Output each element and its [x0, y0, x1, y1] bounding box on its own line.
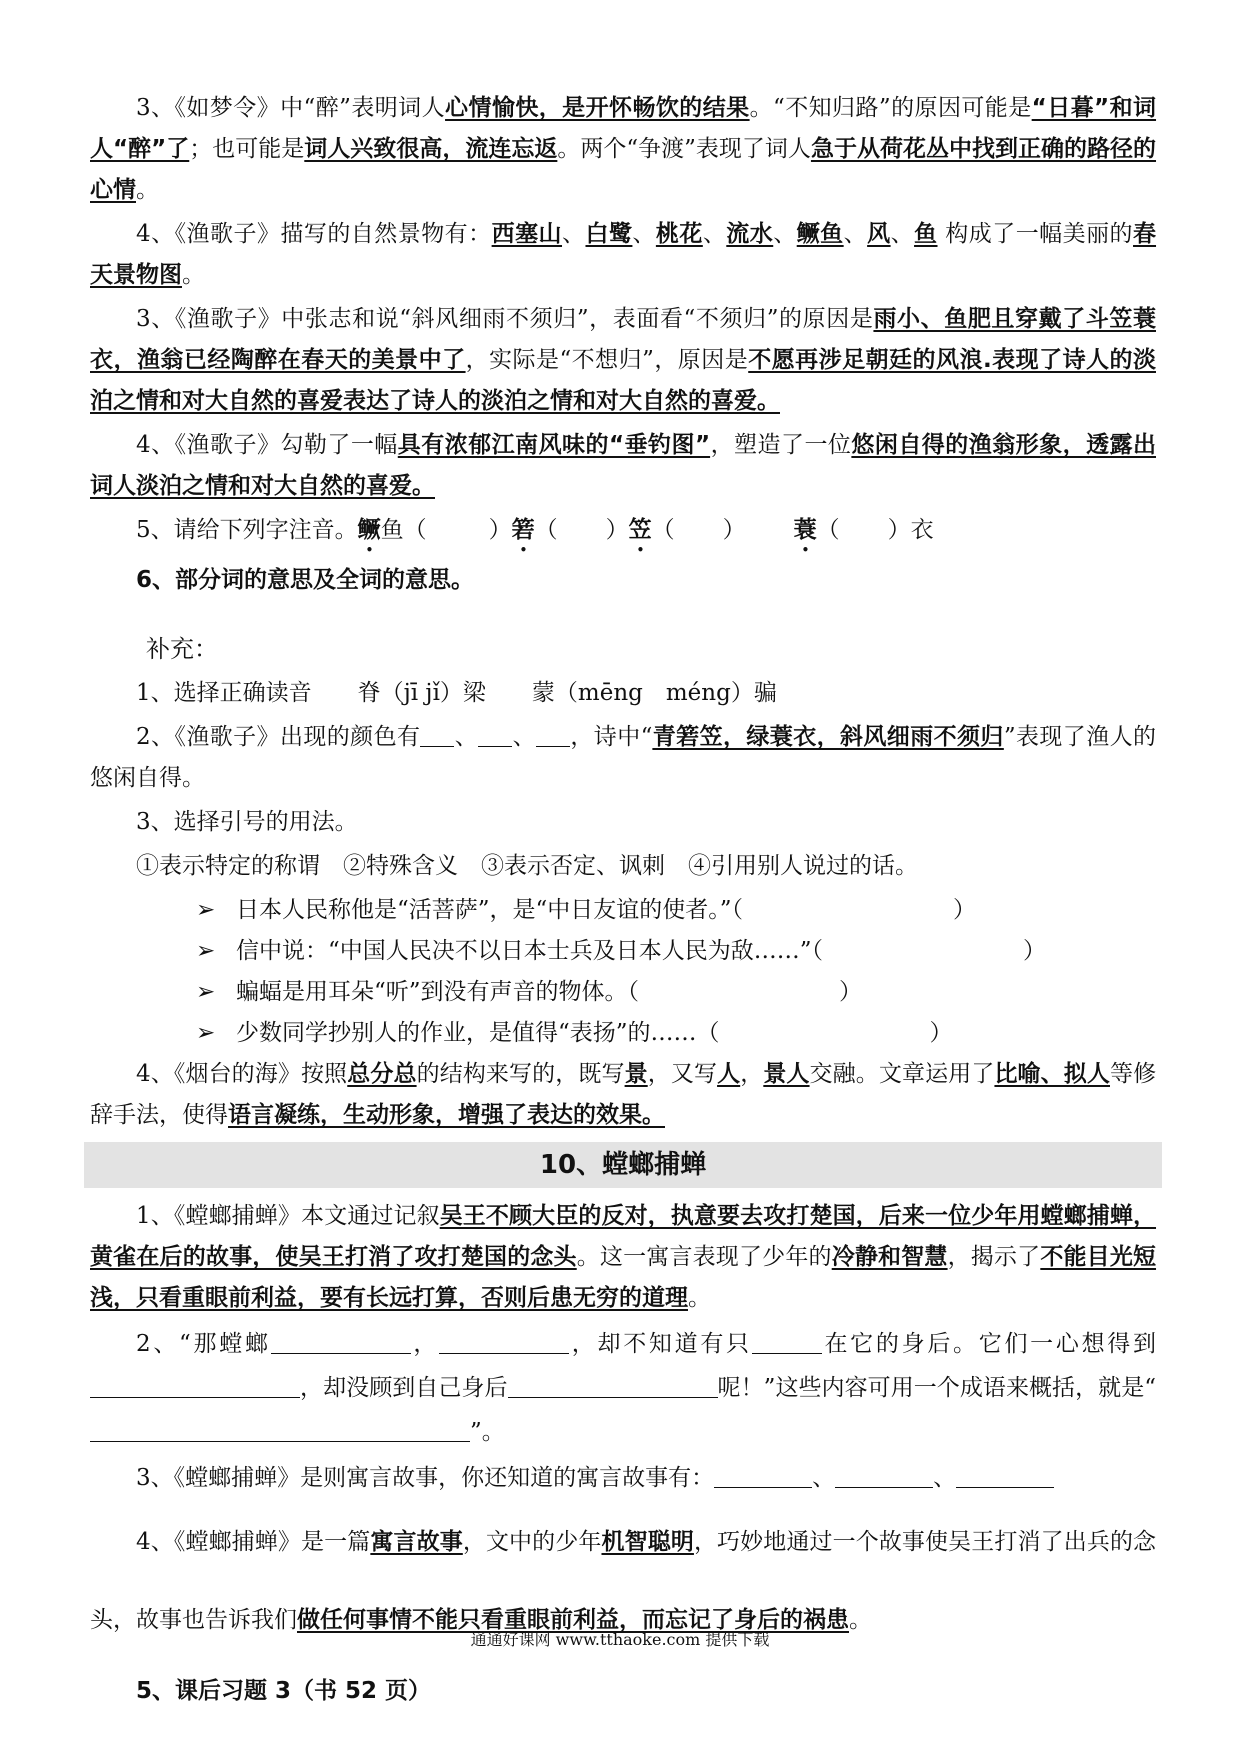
blank[interactable] — [835, 1465, 933, 1488]
text: 、 — [512, 724, 536, 750]
text: 4、《螳螂捕蝉》是一篇 — [136, 1529, 371, 1555]
blank[interactable] — [536, 724, 570, 747]
text: ，却没顾到自己身后 — [300, 1375, 508, 1401]
text: ） — [1023, 938, 1047, 964]
answer: 机智聪明 — [601, 1529, 694, 1555]
text: 4、《渔歌子》勾勒了一幅 — [136, 432, 398, 458]
text: ） — [488, 517, 512, 543]
text: ；也可能是 — [189, 136, 305, 162]
s10-q1 — [90, 1196, 1156, 1319]
text: 构成了一幅美丽的 — [937, 221, 1134, 247]
answer: 具有浓郁江南风味的“垂钓图” — [397, 432, 711, 458]
answer: 雨小、鱼肥且穿戴了斗笠蓑衣，渔翁已经陶醉在春天的美景中了 — [90, 306, 1156, 373]
text: 。 — [136, 177, 159, 203]
supp-q3: 3、选择引号的用法。 — [136, 809, 358, 835]
text: 1、《螳螂捕蝉》本文通过记叙 — [136, 1203, 440, 1229]
s10-q2 — [90, 1322, 1156, 1454]
q-meaning-6: 6、部分词的意思及全词的意思。 — [136, 567, 475, 593]
answer: 鳜鱼 — [796, 221, 844, 247]
bullet-item — [196, 972, 1156, 1013]
answer: 景人 — [763, 1061, 810, 1087]
text: 。 — [849, 1607, 872, 1633]
answer: 吴王不顾大臣的反对，执意要去攻打楚国，后来一位少年用螳螂捕蝉，黄雀在后的故事，使吴王打消了攻打楚国的念头 — [90, 1203, 1157, 1270]
blank[interactable] — [271, 1331, 411, 1354]
answer: 总分总 — [347, 1061, 417, 1087]
text: 、 — [562, 221, 586, 247]
text: 、 — [454, 724, 479, 750]
answer: 寓言故事 — [370, 1529, 463, 1555]
text: 的结构来写的，既写 — [416, 1061, 625, 1087]
text: （ — [651, 517, 675, 543]
blank[interactable] — [90, 1375, 300, 1398]
q-yugezi-3-reason — [90, 299, 1156, 422]
answer: 鱼 — [914, 221, 938, 247]
text: 信中说：“中国人民决不以日本士兵及日本人民为敌……”（ — [236, 938, 824, 964]
text: 3、《螳螂捕蝉》是则寓言故事，你还知道的寓言故事有： — [136, 1465, 715, 1491]
text: 、 — [632, 221, 656, 247]
answer: 做任何事情不能只看重眼前利益，而忘记了身后的祸患 — [297, 1607, 849, 1633]
arrow-icon: ➢ — [196, 979, 216, 1005]
char: 鳜 — [357, 517, 381, 543]
answer: 不能目光短浅，只看重眼前利益，要有长远打算，否则后患无穷的道理 — [90, 1244, 1157, 1311]
answer: 人 — [717, 1061, 741, 1087]
text: 出兵的念头，故事也告诉我们 — [90, 1529, 1157, 1633]
section-heading: 10、螳螂捕蝉 — [84, 1142, 1162, 1188]
text: ，实际是“不想归”，原因是 — [465, 347, 749, 373]
s10-q3 — [90, 1458, 1156, 1499]
text: 。“不知归路”的原因可能是 — [749, 95, 1032, 121]
text: 2、“那螳螂 — [136, 1331, 271, 1357]
blank[interactable] — [714, 1465, 812, 1488]
text: （ — [534, 517, 558, 543]
bullet-item — [196, 890, 1156, 931]
char: 蓑 — [793, 517, 817, 543]
supp-q4 — [90, 1054, 1156, 1136]
supp-q2 — [90, 717, 1156, 799]
text: ，塑造了一位 — [710, 432, 852, 458]
text: （ — [816, 517, 840, 543]
text: 鱼（ — [380, 517, 427, 543]
blank[interactable] — [420, 724, 454, 747]
answer: 青箬笠，绿蓑衣，斜风细雨不须归 — [652, 724, 1004, 750]
bullet-item — [196, 931, 1156, 972]
answer: 西塞山 — [491, 221, 563, 247]
text: 5、请给下列字注音。 — [136, 517, 358, 543]
answer: 急于从荷花丛中找到正确的路径的心情 — [90, 136, 1157, 203]
text: 3、《渔歌子》中张志和说“斜风细雨不须归”，表面看“不须归”的原因是 — [136, 306, 874, 332]
supp-q3-options: ①表示特定的称谓 ②特殊含义 ③表示否定、讽刺 ④引用别人说过的话。 — [136, 853, 918, 879]
char: 笠 — [628, 517, 652, 543]
answer: 景 — [624, 1061, 648, 1087]
answer: 桃花 — [655, 221, 703, 247]
answer: 风 — [867, 221, 891, 247]
bullet-item — [196, 1013, 1156, 1054]
text: ，揭示了 — [947, 1244, 1041, 1270]
text: 在它的身后。它们一心想得到 — [821, 1331, 1156, 1357]
answer: 词人兴致很高，流连忘返 — [304, 136, 558, 162]
answer: 白鹭 — [585, 221, 633, 247]
blank[interactable] — [90, 1419, 470, 1442]
text: 。 — [688, 1285, 711, 1311]
blank[interactable] — [752, 1331, 822, 1354]
text: 。 — [182, 262, 205, 288]
text: ，又写 — [647, 1061, 718, 1087]
q-pinyin-5 — [90, 510, 1156, 557]
text: ， — [740, 1061, 764, 1087]
answer: 春天景物图 — [90, 221, 1157, 288]
text: 少数同学抄别人的作业，是值得“表扬”的……（ — [236, 1020, 720, 1046]
text: 、 — [933, 1465, 957, 1491]
q-yugezi-4-scenery — [90, 214, 1156, 296]
text: ） — [605, 517, 629, 543]
answer: “日暮”和词人“醉”了 — [90, 95, 1157, 162]
supp-q1: 1、选择正确读音 脊（jī jǐ）梁 蒙（mēng méng）骗 — [136, 680, 777, 706]
text: ，却不知道有只 — [569, 1331, 752, 1357]
answer: 流水 — [726, 221, 774, 247]
text: 、 — [812, 1465, 836, 1491]
text: ，巧妙地通过一个故事使吴王打消了 — [693, 1529, 1064, 1555]
answer: 语言凝练，生动形象，增强了表达的效果。 — [228, 1102, 665, 1128]
answer: 悠闲自得的渔翁形象，透露出词人淡泊之情和对大自然的喜爱。 — [90, 432, 1156, 499]
text: 日本人民称他是“活菩萨”，是“中日友谊的使者。”（ — [236, 897, 744, 923]
text: 4、《渔歌子》描写的自然景物有： — [136, 221, 492, 247]
answer: 比喻、拟人 — [994, 1061, 1110, 1087]
text: 、 — [890, 221, 915, 247]
text: ，诗中“ — [570, 724, 653, 750]
supplement-title: 补充： — [146, 635, 218, 663]
arrow-icon: ➢ — [196, 1020, 216, 1046]
answer: 冷静和智慧 — [831, 1244, 948, 1270]
char: 箬 — [511, 517, 535, 543]
text: ）衣 — [887, 517, 934, 543]
text: 2、《渔歌子》出现的颜色有 — [136, 724, 421, 750]
footer-source: 通通好课网 www.tthaoke.com 提供下载 — [470, 1630, 770, 1649]
text: ） — [929, 1020, 953, 1046]
text: ”。 — [470, 1419, 505, 1445]
blank[interactable] — [439, 1331, 569, 1354]
blank[interactable] — [508, 1375, 718, 1398]
text: 。这一寓言表现了少年的 — [576, 1244, 832, 1270]
q-yugezi-4-image — [90, 425, 1156, 507]
text: 蝙蝠是用耳朵“听”到没有声音的物体。（ — [236, 979, 640, 1005]
text: ） — [839, 979, 863, 1005]
text: 。两个“争渡”表现了词人 — [557, 136, 811, 162]
blank[interactable] — [478, 724, 512, 747]
blank[interactable] — [956, 1465, 1054, 1488]
text: 、 — [773, 221, 797, 247]
text: ） — [722, 517, 746, 543]
s10-q5: 5、课后习题 3（书 52 页） — [136, 1678, 432, 1704]
text: 4、《烟台的海》按照 — [136, 1061, 348, 1087]
answer: 不愿再涉足朝廷的风浪.表现了诗人的淡泊之情和对大自然的喜爱表达了诗人的淡泊之情和对大自然的喜爱。 — [90, 347, 1156, 414]
arrow-icon: ➢ — [196, 897, 216, 923]
q-rumengling-3 — [90, 88, 1156, 211]
text: 3、《如梦令》中“醉”表明词人 — [136, 95, 446, 121]
text: 呢！”这些内容可用一个成语来概括，就是“ — [717, 1375, 1156, 1401]
text: ， — [410, 1331, 440, 1357]
text: ”表现了渔人的悠闲自得。 — [90, 724, 1157, 791]
text: 、 — [843, 221, 868, 247]
text: 交融。文章运用了 — [809, 1061, 995, 1087]
answer: 心情愉快，是开怀畅饮的结果 — [445, 95, 750, 121]
text: 、 — [702, 221, 727, 247]
worksheet-page — [90, 88, 1156, 1715]
arrow-icon: ➢ — [196, 938, 216, 964]
text: 等修辞手法，使得 — [90, 1061, 1157, 1128]
text: ） — [953, 897, 977, 923]
text: ，文中的少年 — [462, 1529, 602, 1555]
